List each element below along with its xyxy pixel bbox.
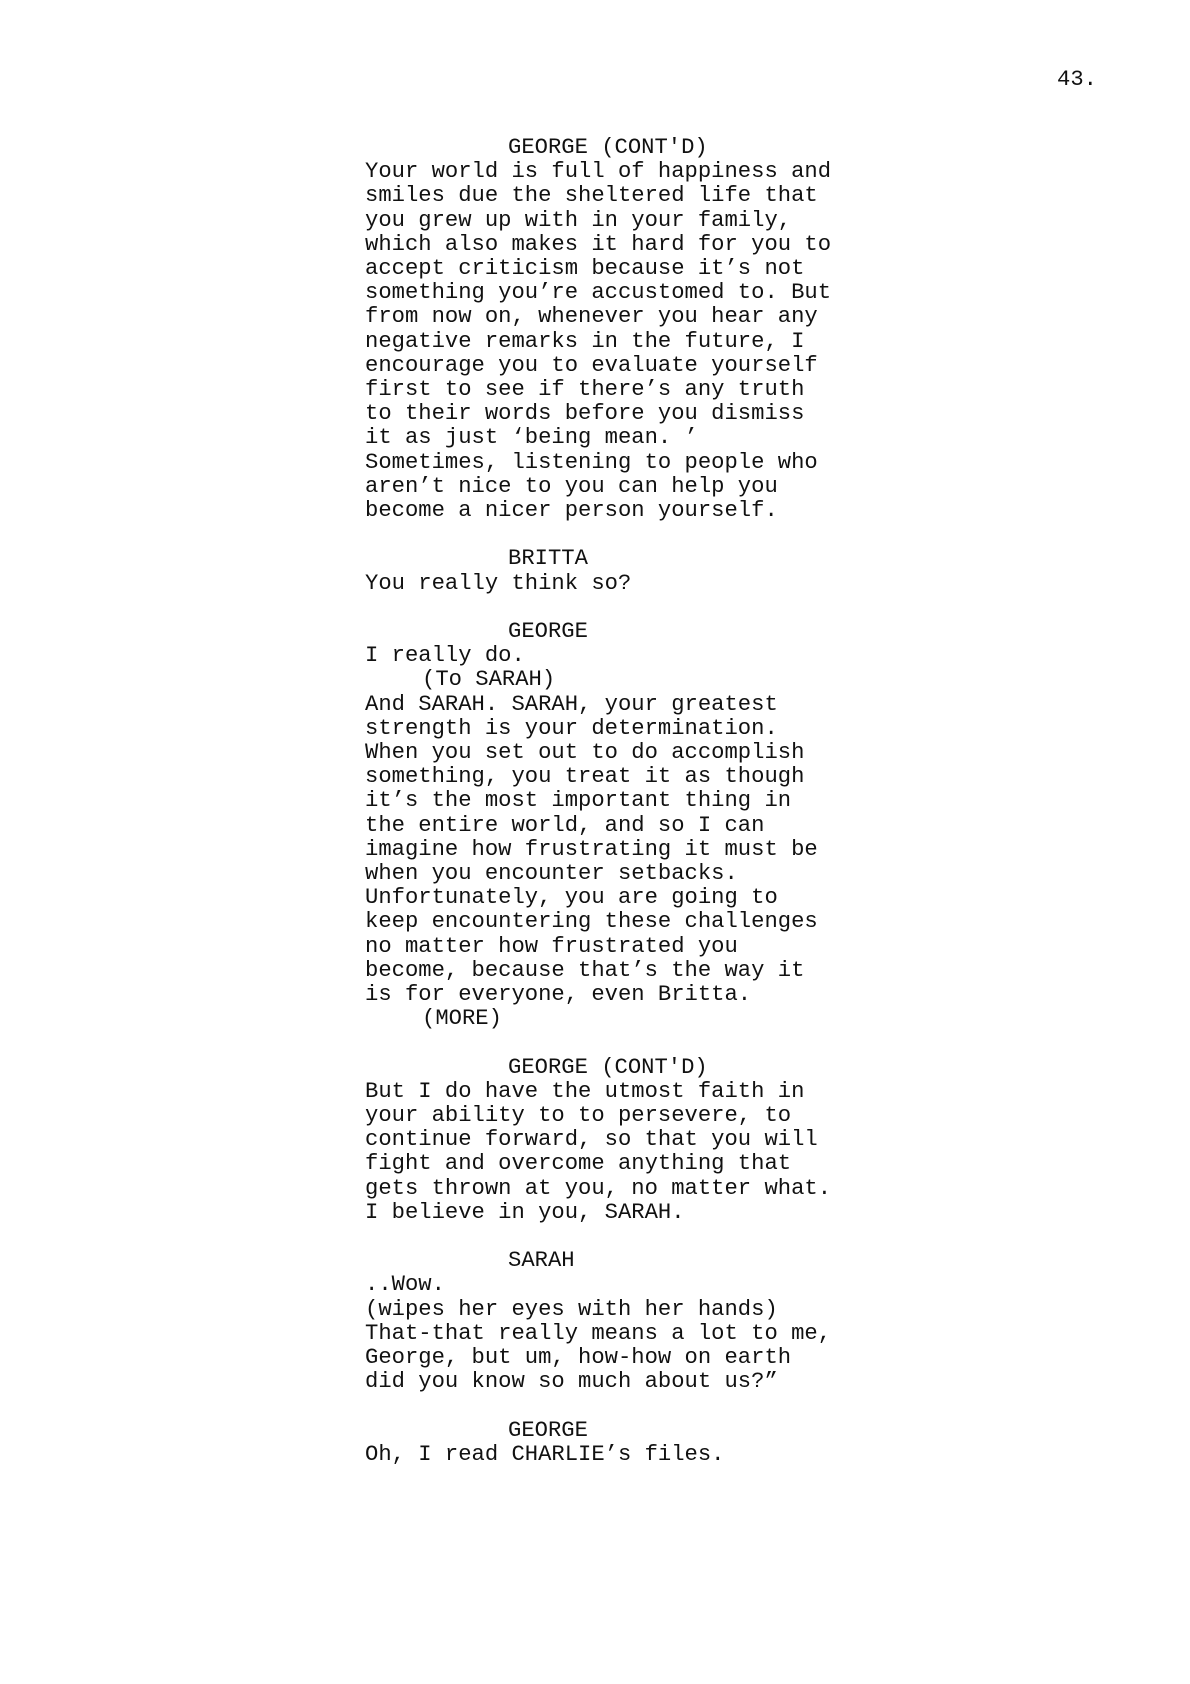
dialogue-line: That-that really means a lot to me, (365, 1320, 832, 1346)
page-number: 43. (1057, 67, 1097, 92)
dialogue-line: (wipes her eyes with her hands) (365, 1296, 778, 1322)
dialogue-line: to their words before you dismiss (365, 401, 805, 427)
dialogue-line: And SARAH. SARAH, your greatest (365, 691, 778, 717)
dialogue-line: become, because that’s the way it (365, 957, 805, 983)
dialogue-block (365, 136, 1125, 523)
dialogue-block (365, 1419, 1125, 1467)
dialogue-line: become a nicer person yourself. (365, 498, 778, 524)
dialogue-line: But I do have the utmost faith in (365, 1078, 805, 1104)
dialogue-line: which also makes it hard for you to (365, 231, 832, 257)
dialogue-line: you grew up with in your family, (365, 207, 792, 233)
character-name: BRITTA (508, 546, 588, 572)
more-marker: (MORE) (422, 1006, 502, 1032)
dialogue-line: the entire world, and so I can (365, 812, 765, 838)
dialogue-line: gets thrown at you, no matter what. (365, 1175, 832, 1201)
character-name: GEORGE (CONT'D) (508, 1054, 708, 1080)
dialogue-line: accept criticism because it’s not (365, 256, 805, 282)
dialogue-line: is for everyone, even Britta. (365, 982, 752, 1008)
dialogue-line: aren’t nice to you can help you (365, 473, 778, 499)
dialogue-line: I really do. (365, 643, 525, 669)
dialogue-line: continue forward, so that you will (365, 1127, 818, 1153)
dialogue-line: I believe in you, SARAH. (365, 1199, 685, 1225)
dialogue-line: when you encounter setbacks. (365, 861, 738, 887)
dialogue-line: negative remarks in the future, I (365, 328, 805, 354)
dialogue-line: Sometimes, listening to people who (365, 449, 818, 475)
dialogue-block (365, 547, 1125, 595)
dialogue-line: Unfortunately, you are going to (365, 885, 778, 911)
dialogue-line: encourage you to evaluate yourself (365, 352, 818, 378)
dialogue-line: When you set out to do accomplish (365, 740, 805, 766)
dialogue-line: smiles due the sheltered life that (365, 183, 818, 209)
dialogue-line: did you know so much about us?” (365, 1369, 778, 1395)
dialogue-line: imagine how frustrating it must be (365, 836, 818, 862)
screenplay-body (365, 136, 1125, 1467)
character-name: GEORGE (508, 1417, 588, 1443)
dialogue-line: no matter how frustrated you (365, 933, 738, 959)
character-name: GEORGE (508, 619, 588, 645)
dialogue-line: something, you treat it as though (365, 764, 805, 790)
dialogue-line: George, but um, how-how on earth (365, 1345, 792, 1371)
dialogue-line: first to see if there’s any truth (365, 377, 805, 403)
dialogue-line: it’s the most important thing in (365, 788, 792, 814)
dialogue-line: fight and overcome anything that (365, 1151, 792, 1177)
character-name: SARAH (508, 1248, 575, 1274)
character-name: GEORGE (CONT'D) (508, 135, 708, 160)
dialogue-line: Oh, I read CHARLIE’s files. (365, 1441, 725, 1467)
dialogue-line: from now on, whenever you hear any (365, 304, 818, 330)
dialogue-line: You really think so? (365, 570, 632, 596)
dialogue-block (365, 1249, 1125, 1394)
dialogue-line: it as just ‘being mean. ’ (365, 425, 698, 451)
parenthetical: (To SARAH) (422, 667, 556, 693)
dialogue-line: Your world is full of happiness and (365, 159, 832, 185)
dialogue-block (365, 1056, 1125, 1225)
dialogue-line: keep encountering these challenges (365, 909, 818, 935)
dialogue-line: your ability to to persevere, to (365, 1103, 792, 1129)
dialogue-line: ..Wow. (365, 1272, 445, 1298)
dialogue-line: something you’re accustomed to. But (365, 280, 832, 306)
dialogue-block (365, 620, 1125, 1031)
dialogue-line: strength is your determination. (365, 715, 778, 741)
